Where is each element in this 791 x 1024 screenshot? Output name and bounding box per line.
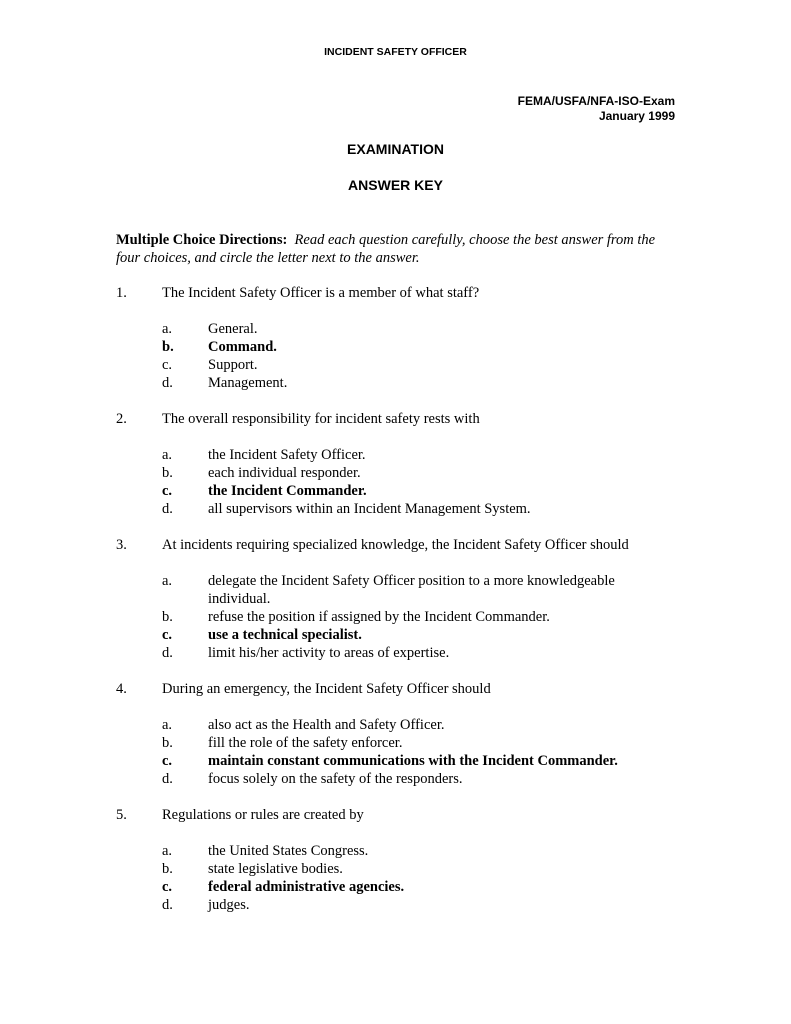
answer-option — [116, 500, 691, 518]
option-letter: b. — [162, 609, 173, 625]
running-header: INCIDENT SAFETY OFFICER — [324, 46, 467, 58]
answer-option — [116, 608, 691, 626]
option-letter: c. — [162, 879, 173, 895]
option-text: General. — [208, 321, 258, 337]
directions-text: Read each question carefully, choose the best answer from the four choices, and circle the letter next to the answer. — [116, 232, 656, 266]
question-number: 2. — [116, 411, 127, 427]
question-text: The Incident Safety Officer is a member of what staff? — [162, 285, 480, 301]
answer-option-correct — [116, 338, 691, 356]
question-number: 1. — [116, 285, 127, 301]
option-text: Command. — [208, 339, 277, 355]
option-letter: d. — [162, 501, 173, 517]
exam-date: January 1999 — [598, 109, 675, 123]
exam-code: FEMA/USFA/NFA-ISO-Exam — [517, 94, 675, 108]
option-text: fill the role of the safety enforcer. — [208, 735, 403, 751]
option-text: delegate the Incident Safety Officer position to a more knowledgeable individual. — [208, 573, 615, 607]
option-letter: c. — [162, 483, 173, 499]
answer-options — [116, 320, 691, 392]
option-letter: d. — [162, 645, 173, 661]
answer-option-correct — [116, 752, 691, 770]
option-text: federal administrative agencies. — [208, 879, 405, 895]
option-letter: b. — [162, 861, 173, 877]
answer-option — [116, 770, 691, 788]
question-row — [116, 680, 691, 698]
answer-option-correct — [116, 482, 691, 500]
question-text: During an emergency, the Incident Safety Officer should — [162, 681, 491, 697]
option-text: use a technical specialist. — [208, 627, 362, 643]
option-letter: a. — [162, 717, 173, 733]
option-text: all supervisors within an Incident Management System. — [208, 501, 531, 517]
answer-option — [116, 896, 691, 914]
answer-option — [116, 374, 691, 392]
answer-option — [116, 446, 691, 464]
option-letter: d. — [162, 771, 173, 787]
answer-option — [116, 860, 691, 878]
option-letter: a. — [162, 321, 173, 337]
question-row — [116, 806, 691, 824]
question-item — [116, 536, 691, 662]
answer-options — [116, 572, 691, 662]
option-letter: c. — [162, 357, 173, 373]
answer-option — [116, 716, 691, 734]
question-item — [116, 806, 691, 914]
answer-option — [116, 572, 691, 608]
option-text: also act as the Health and Safety Officer. — [208, 717, 445, 733]
question-row — [116, 284, 691, 302]
option-text: each individual responder. — [208, 465, 361, 481]
question-item — [116, 680, 691, 788]
answer-option-correct — [116, 878, 691, 896]
option-letter: c. — [162, 627, 173, 643]
option-text: refuse the position if assigned by the Incident Commander. — [208, 609, 550, 625]
answer-option — [116, 842, 691, 860]
option-text: the United States Congress. — [208, 843, 369, 859]
question-text: The overall responsibility for incident safety rests with — [162, 411, 480, 427]
option-letter: d. — [162, 897, 173, 913]
question-number: 4. — [116, 681, 127, 697]
question-list — [116, 284, 691, 932]
question-number: 5. — [116, 807, 127, 823]
answer-option — [116, 644, 691, 662]
option-letter: b. — [162, 735, 173, 751]
option-text: limit his/her activity to areas of expertise. — [208, 645, 450, 661]
page-title: EXAMINATION — [347, 141, 444, 157]
option-text: the Incident Safety Officer. — [208, 447, 366, 463]
option-text: Support. — [208, 357, 258, 373]
question-item — [116, 410, 691, 518]
answer-options — [116, 446, 691, 518]
option-letter: c. — [162, 753, 173, 769]
directions-label: Multiple Choice Directions: — [116, 232, 288, 248]
option-letter: a. — [162, 447, 173, 463]
option-text: the Incident Commander. — [208, 483, 367, 499]
option-letter: d. — [162, 375, 173, 391]
option-letter: a. — [162, 843, 173, 859]
question-number: 3. — [116, 537, 127, 553]
question-row — [116, 536, 691, 554]
option-text: focus solely on the safety of the responders. — [208, 771, 463, 787]
answer-option — [116, 356, 691, 374]
answer-option-correct — [116, 626, 691, 644]
option-text: maintain constant communications with the Incident Commander. — [208, 753, 618, 769]
exam-reference — [518, 94, 675, 124]
option-text: state legislative bodies. — [208, 861, 343, 877]
option-text: Management. — [208, 375, 288, 391]
directions — [116, 231, 676, 267]
option-letter: b. — [162, 339, 174, 355]
page-subtitle: ANSWER KEY — [348, 177, 443, 193]
answer-option — [116, 320, 691, 338]
option-letter: a. — [162, 573, 173, 589]
question-text: Regulations or rules are created by — [162, 807, 364, 823]
question-item — [116, 284, 691, 392]
answer-options — [116, 842, 691, 914]
question-row — [116, 410, 691, 428]
option-letter: b. — [162, 465, 173, 481]
option-text: judges. — [208, 897, 250, 913]
answer-option — [116, 734, 691, 752]
answer-options — [116, 716, 691, 788]
answer-option — [116, 464, 691, 482]
question-text: At incidents requiring specialized knowledge, the Incident Safety Officer should — [162, 537, 629, 553]
